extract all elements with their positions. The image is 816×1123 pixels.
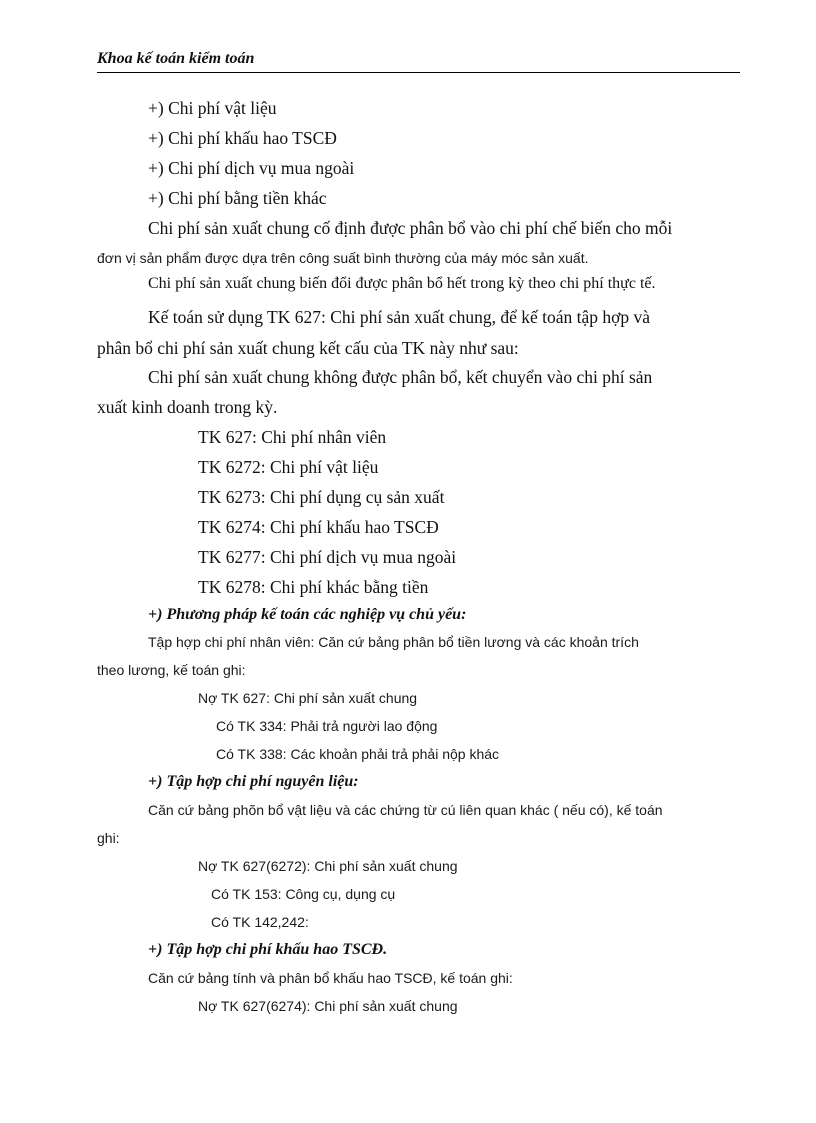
section-heading: +) Tập hợp chi phí nguyên liệu: xyxy=(148,773,359,790)
journal-entry: Có TK 153: Công cụ, dụng cụ xyxy=(211,886,396,902)
paragraph-line: xuất kinh doanh trong kỳ. xyxy=(97,397,278,417)
cost-item: +) Chi phí vật liệu xyxy=(148,98,277,118)
account-item: TK 6273: Chi phí dụng cụ sản xuất xyxy=(198,487,445,507)
journal-entry: Nợ TK 627(6274): Chi phí sản xuất chung xyxy=(198,998,458,1014)
journal-entry: Có TK 142,242: xyxy=(211,914,309,930)
paragraph-line: đơn vị sản phẩm được dựa trên công suất bình thường của máy móc sản xuất. xyxy=(97,250,589,266)
paragraph-line: Tập hợp chi phí nhân viên: Căn cứ bảng phân bổ tiền lương và các khoản trích xyxy=(148,634,639,650)
journal-entry: Có TK 334: Phải trả người lao động xyxy=(216,718,438,734)
account-item: TK 6274: Chi phí khấu hao TSCĐ xyxy=(198,517,439,537)
cost-item: +) Chi phí bằng tiền khác xyxy=(148,188,327,208)
page-header xyxy=(97,49,740,73)
account-item: TK 6278: Chi phí khác bằng tiền xyxy=(198,577,429,597)
paragraph-line: theo lương, kế toán ghi: xyxy=(97,662,246,678)
journal-entry: Nợ TK 627: Chi phí sản xuất chung xyxy=(198,690,418,706)
account-item: TK 6277: Chi phí dịch vụ mua ngoài xyxy=(198,547,457,567)
account-item: TK 6272: Chi phí vật liệu xyxy=(198,457,379,477)
cost-item: +) Chi phí khấu hao TSCĐ xyxy=(148,128,337,148)
paragraph-line: Chi phí sản xuất chung không được phân bổ, kết chuyển vào chi phí sản xyxy=(148,367,653,387)
paragraph-line: ghi: xyxy=(97,830,120,846)
header-title: Khoa kế toán kiểm toán xyxy=(97,50,255,67)
paragraph-line: phân bổ chi phí sản xuất chung kết cấu của TK này như sau: xyxy=(97,338,519,358)
paragraph-line: Kế toán sử dụng TK 627: Chi phí sản xuất chung, để kế toán tập hợp và xyxy=(148,307,651,327)
account-item: TK 627: Chi phí nhân viên xyxy=(198,427,387,447)
journal-entry: Có TK 338: Các khoản phải trả phải nộp khác xyxy=(216,746,500,762)
section-heading: +) Phương pháp kế toán các nghiệp vụ chủ yếu: xyxy=(148,606,467,623)
paragraph-line: Căn cứ bảng tính và phân bổ khấu hao TSCĐ, kế toán ghi: xyxy=(148,970,513,986)
paragraph-line: Chi phí sản xuất chung biến đổi được phân bổ hết trong kỳ theo chi phí thực tế. xyxy=(148,275,656,292)
section-heading: +) Tập hợp chi phí khấu hao TSCĐ. xyxy=(148,941,388,958)
paragraph-line: Chi phí sản xuất chung cố định được phân bổ vào chi phí chế biến cho mỗi xyxy=(148,218,673,238)
paragraph-line: Căn cứ bảng phõn bổ vật liệu và các chứng từ cú liên quan khác ( nếu có), kế toán xyxy=(148,802,663,818)
journal-entry: Nợ TK 627(6272): Chi phí sản xuất chung xyxy=(198,858,458,874)
cost-item: +) Chi phí dịch vụ mua ngoài xyxy=(148,158,355,178)
